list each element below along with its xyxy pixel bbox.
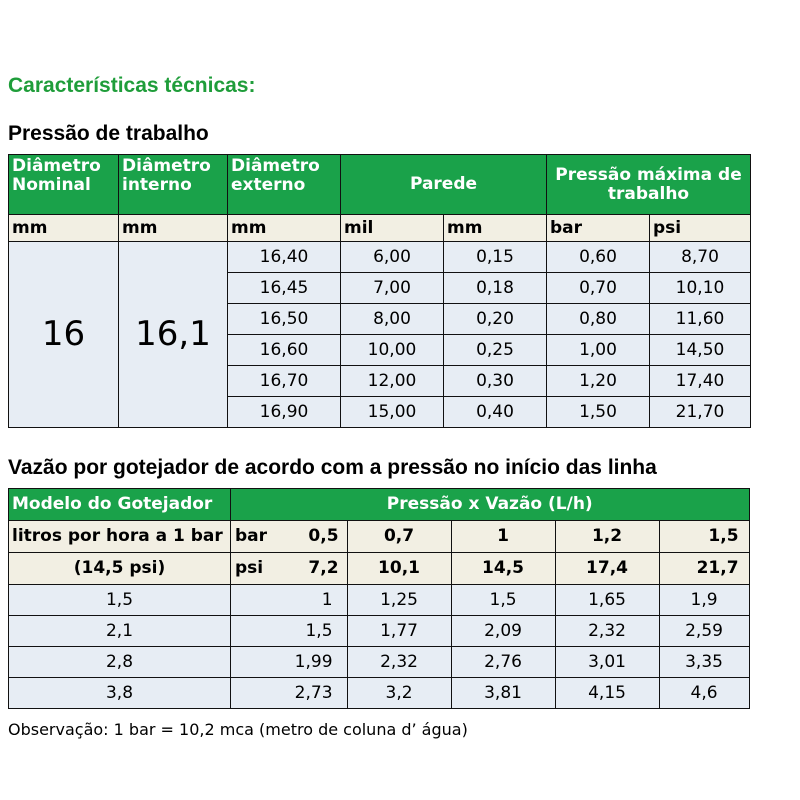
table-cell: 16,60 [228, 335, 341, 366]
model-cell: 3,8 [9, 678, 231, 709]
header-parede: Parede [341, 155, 547, 215]
table-cell: 0,15 [444, 242, 547, 273]
table-cell: 1,20 [547, 366, 650, 397]
table-cell: 1,77 [347, 616, 451, 647]
pressure-value-cell: 7,2 [267, 553, 347, 585]
observation-note: Observação: 1 bar = 10,2 mca (metro de coluna d’ água) [8, 720, 468, 739]
table-cell: 6,00 [341, 242, 444, 273]
row-bar-unit: bar [231, 521, 268, 553]
table-cell: 1,5 [451, 585, 555, 616]
table-cell: 11,60 [650, 304, 751, 335]
pressure-value-cell: 0,5 [267, 521, 347, 553]
table-cell: 1 [231, 585, 348, 616]
table-cell: 16,50 [228, 304, 341, 335]
table-cell: 2,32 [347, 647, 451, 678]
header-pressao-vazao: Pressão x Vazão (L/h) [231, 489, 750, 521]
pressure-value-cell: 10,1 [347, 553, 451, 585]
table-cell: 0,70 [547, 273, 650, 304]
table-cell: 0,40 [444, 397, 547, 428]
unit-cell: psi [650, 215, 751, 242]
table-cell: 2,09 [451, 616, 555, 647]
table-cell: 3,35 [659, 647, 749, 678]
pressure-value-cell: 0,7 [347, 521, 451, 553]
table-cell: 8,70 [650, 242, 751, 273]
row-psi-unit: psi [231, 553, 268, 585]
table-cell: 1,25 [347, 585, 451, 616]
flow-table [8, 488, 750, 709]
table-cell: 2,73 [231, 678, 348, 709]
table-cell: 4,15 [555, 678, 659, 709]
table-row [9, 678, 750, 709]
table-row [9, 616, 750, 647]
unit-cell: mm [119, 215, 228, 242]
table-cell: 16,90 [228, 397, 341, 428]
diametro-interno-value: 16,1 [119, 242, 228, 428]
model-cell: 1,5 [9, 585, 231, 616]
page-title: Características técnicas: [8, 74, 256, 97]
table-cell: 8,00 [341, 304, 444, 335]
model-cell: 2,8 [9, 647, 231, 678]
header-diametro-interno: Diâmetro interno [119, 155, 228, 215]
table-cell: 12,00 [341, 366, 444, 397]
pressure-section-title: Pressão de trabalho [8, 122, 209, 145]
pressure-value-cell: 21,7 [659, 553, 749, 585]
table-cell: 15,00 [341, 397, 444, 428]
header-modelo-gotejador: Modelo do Gotejador [9, 489, 231, 521]
unit-cell: mil [341, 215, 444, 242]
pressure-value-cell: 1,5 [659, 521, 749, 553]
row-bar-label: litros por hora a 1 bar [9, 521, 231, 553]
table-cell: 0,80 [547, 304, 650, 335]
table-cell: 14,50 [650, 335, 751, 366]
header-pressao-maxima: Pressão máxima de trabalho [547, 155, 751, 215]
table-cell: 0,20 [444, 304, 547, 335]
table-cell: 16,45 [228, 273, 341, 304]
table-cell: 1,00 [547, 335, 650, 366]
table-cell: 3,2 [347, 678, 451, 709]
unit-cell: mm [9, 215, 119, 242]
pressure-value-cell: 1,2 [555, 521, 659, 553]
table-cell: 1,65 [555, 585, 659, 616]
unit-cell: mm [228, 215, 341, 242]
unit-cell: mm [444, 215, 547, 242]
table-cell: 17,40 [650, 366, 751, 397]
table-cell: 10,10 [650, 273, 751, 304]
table-cell: 3,01 [555, 647, 659, 678]
table-cell: 10,00 [341, 335, 444, 366]
table-cell: 0,60 [547, 242, 650, 273]
table-row [9, 242, 751, 273]
header-diametro-nominal: Diâmetro Nominal [9, 155, 119, 215]
pressure-value-cell: 17,4 [555, 553, 659, 585]
row-psi-label: (14,5 psi) [9, 553, 231, 585]
flow-section-title: Vazão por gotejador de acordo com a pressão no início das linha [8, 456, 657, 479]
table-cell: 7,00 [341, 273, 444, 304]
table-cell: 0,25 [444, 335, 547, 366]
model-cell: 2,1 [9, 616, 231, 647]
table-cell: 0,18 [444, 273, 547, 304]
table-cell: 0,30 [444, 366, 547, 397]
pressure-value-cell: 14,5 [451, 553, 555, 585]
table-row [9, 647, 750, 678]
table-cell: 2,32 [555, 616, 659, 647]
table-row [9, 585, 750, 616]
table-cell: 2,76 [451, 647, 555, 678]
pressure-value-cell: 1 [451, 521, 555, 553]
diametro-nominal-value: 16 [9, 242, 119, 428]
pressure-table [8, 154, 751, 428]
table-cell: 1,9 [659, 585, 749, 616]
unit-cell: bar [547, 215, 650, 242]
table-cell: 16,70 [228, 366, 341, 397]
table-cell: 2,59 [659, 616, 749, 647]
table-cell: 3,81 [451, 678, 555, 709]
table-cell: 21,70 [650, 397, 751, 428]
table-cell: 4,6 [659, 678, 749, 709]
table-cell: 16,40 [228, 242, 341, 273]
table-cell: 1,5 [231, 616, 348, 647]
table-cell: 1,99 [231, 647, 348, 678]
header-diametro-externo: Diâmetro externo [228, 155, 341, 215]
table-cell: 1,50 [547, 397, 650, 428]
